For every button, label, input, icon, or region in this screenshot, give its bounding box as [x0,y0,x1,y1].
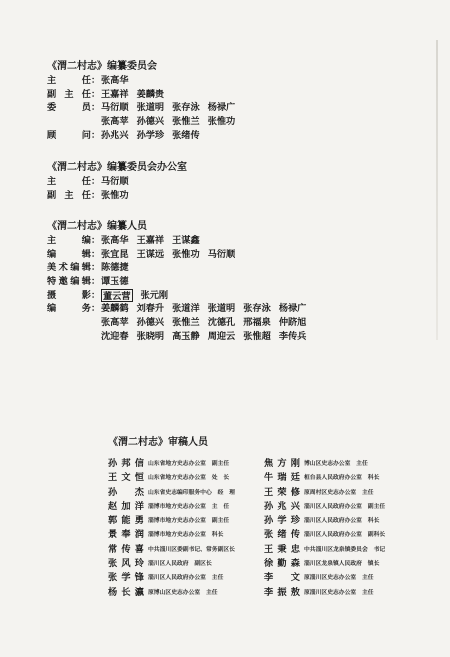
role-label: 顾问 [47,129,91,141]
reviewer-name: 焦方刚 [264,458,300,469]
committee-row [47,88,243,102]
person-name: 姜麟鹤 [101,303,129,315]
person-name: 张存泳 [172,102,200,114]
reviewers-rows [108,457,386,600]
editors-row [47,302,314,316]
person-name: 张存泳 [243,303,271,315]
reviewer-position: 淄博市地方史志办公室 主 任 [148,503,230,510]
reviewer-name: 杨长瀛 [108,586,144,598]
role-colon: ： [91,102,101,114]
role-colon [91,316,101,330]
editors-rows [47,234,314,344]
reviewer-row [108,528,386,542]
reviewer-position: 淄川区人民政府办公室 科长 [304,518,380,525]
person-name: 张惟兰 [172,116,200,128]
name-list [101,74,137,88]
editors-row [47,275,314,289]
person-name: 张惟功 [172,248,200,260]
editors-section [47,220,314,344]
office-rows [47,175,187,202]
role-label: 主编 [47,235,91,246]
reviewer-position: 淄博市地方史志办公室 副主任 [148,518,230,525]
name-list [101,88,172,102]
editors-title: 《渭二村志》编纂人员 [47,221,147,232]
person-name: 张晓明 [136,330,165,342]
name-list [101,115,243,129]
reviewer-row [108,543,386,557]
reviewer-name: 张风玲 [108,558,144,570]
reviewer-name: 孙兆兴 [264,500,300,512]
person-name: 张元刚 [140,289,169,301]
role-colon: ： [91,248,101,260]
reviewer-row [108,571,374,585]
role-colon: ： [91,75,101,86]
role-colon: ： [91,129,101,141]
reviewer-name: 徐勤森 [264,558,300,570]
role-colon: ： [91,276,101,288]
reviewer-name: 李文 [264,572,300,584]
role-label: 特邀编辑 [47,276,91,288]
role-label: 委员 [47,102,91,114]
reviewer-name: 景奉润 [108,529,144,541]
person-name: 王谋远 [136,248,165,260]
person-name: 张惟功 [207,116,236,128]
reviewer-position: 山东省地方史志办公室 处 长 [148,475,230,482]
name-list [101,261,137,275]
person-name: 沈迎春 [101,330,129,342]
reviewer-name: 常传喜 [108,543,144,555]
committee-row [47,74,243,88]
reviewer-position: 山东省史志编印服务中心 经 理 [148,489,235,496]
person-name: 张道洋 [172,303,200,315]
office-title: 《渭二村志》编纂委员会办公室 [47,162,187,173]
reviewer-row [108,457,368,471]
role-colon: ： [91,303,101,315]
person-name: 张惟功 [101,189,129,201]
role-colon: ： [91,235,101,246]
name-list [101,330,314,344]
reviewer-position: 博山区史志办公室 主任 [304,461,368,467]
editors-row [47,330,314,344]
person-name: 张高苹 [101,116,129,128]
committee-row [47,115,243,129]
reviewer-position: 原周村区史志办公室 主任 [304,489,374,496]
person-name: 王嘉祥 [101,88,129,100]
person-name: 孙兆兴 [101,129,129,141]
person-name: 张高华 [101,75,129,86]
reviewer-name: 郭能勇 [108,515,144,527]
reviewer-position: 淄博市地方史志办公室 科长 [148,532,224,539]
office-row [47,175,187,189]
reviewer-position: 淄川区人民政府办公室 主任 [148,575,224,582]
committee-section [47,60,243,142]
reviewer-name: 王秉忠 [264,543,300,555]
person-name: 张道明 [207,303,236,315]
person-name: 马衍顺 [101,176,129,187]
role-label: 编务 [47,303,91,315]
reviewer-name: 王荣修 [264,486,300,498]
person-name: 杨禄广 [278,303,307,315]
role-label [47,316,91,330]
reviewer-name: 李振敖 [264,586,300,598]
reviewer-row [108,500,386,514]
person-name: 董云营 [103,290,131,302]
name-list [101,275,137,289]
reviewer-row [108,486,374,500]
reviewer-position: 淄川区人民政府办公室 副科长 [304,532,386,539]
role-colon: ： [91,88,101,100]
role-label: 美术编辑 [47,262,91,274]
role-label: 副主任 [47,88,91,100]
reviewer-row [108,586,374,600]
role-label: 副主任 [47,189,91,201]
reviewer-row [108,514,380,528]
person-name: 王谋鑫 [172,235,200,246]
person-name: 陈德捷 [101,262,129,274]
reviewer-position: 中共淄川区龙泉镇委员会 书记 [304,546,386,553]
committee-row [47,129,243,143]
reviewer-position: 原淄川区史志办公室 主任 [304,589,374,596]
reviewer-name: 孙杰 [108,486,144,498]
name-list [101,302,314,316]
role-label: 主任 [47,75,91,86]
person-name: 马衍顺 [207,248,236,260]
role-label [47,330,91,344]
reviewer-name: 张学锋 [108,572,144,584]
person-name: 张惟超 [243,330,271,342]
editors-row [47,289,314,303]
person-name: 高玉静 [172,330,200,342]
person-name: 邢福泉 [243,317,271,329]
committee-title: 《渭二村志》编纂委员会 [47,61,157,72]
name-list [101,189,137,203]
role-label: 编辑 [47,248,91,260]
person-name: 李传兵 [278,330,307,342]
person-name: 杨禄广 [207,102,236,114]
person-name: 张宜昆 [101,248,129,260]
name-list [101,316,314,330]
person-name: 张道明 [136,102,165,114]
reviewer-name: 张绪传 [264,529,300,541]
editors-row [47,234,314,248]
name-list [101,234,208,248]
name-list [101,175,137,189]
office-row [47,189,187,203]
reviewer-name: 孙学珍 [264,515,300,527]
reviewer-position: 原博山区史志办公室 主任 [148,589,218,596]
reviewer-name: 赵加洋 [108,500,144,512]
role-colon: ： [91,189,101,201]
role-label: 摄影 [47,289,91,301]
person-name: 张高华 [101,235,129,246]
reviewer-position: 山东省地方史志办公室 副主任 [148,461,230,467]
reviewer-position: 中共淄川区委副书记、常务副区长 [148,546,235,553]
editors-row [47,261,314,275]
person-name: 王嘉祥 [136,235,165,246]
role-colon [91,330,101,344]
page-edge-shadow [436,40,438,340]
reviewers-title: 《渭二村志》审稿人员 [108,437,208,448]
role-colon: ： [91,262,101,274]
role-colon [91,115,101,129]
name-list [101,129,208,143]
person-name: 刘春升 [136,303,165,315]
reviewer-row [108,471,380,485]
reviewer-row [108,557,380,571]
reviewer-position: 原淄川区史志办公室 主任 [304,575,374,582]
role-colon: ： [91,176,101,187]
role-colon: ： [91,289,101,301]
person-name: 周迎云 [207,330,236,342]
name-list [101,101,243,115]
person-name: 孙德兴 [136,116,165,128]
office-section [47,161,187,202]
editors-row [47,248,314,262]
committee-rows [47,74,243,142]
person-name: 仲跻旭 [278,317,307,329]
reviewer-position: 淄川区人民政府 副区长 [148,561,212,568]
person-name: 孙学珍 [136,129,165,141]
reviewer-name: 牛瑞廷 [264,472,300,484]
person-name: 张绪传 [172,129,200,141]
name-list [101,248,243,262]
reviewer-position: 淄川区龙泉镇人民政府 镇长 [304,561,380,568]
person-name: 谭玉德 [101,276,129,288]
person-name: 张惟兰 [172,317,200,329]
editors-row [47,316,314,330]
name-list [101,289,176,303]
person-name: 马衍顺 [101,102,129,114]
reviewer-position: 淄川区人民政府办公室 副主任 [304,503,386,510]
person-name: 孙德兴 [136,317,165,329]
person-name: 沈德孔 [207,317,236,329]
reviewer-name: 王文恒 [108,472,144,484]
committee-row [47,101,243,115]
person-name: 姜麟贵 [136,88,165,100]
reviewer-position: 桓台县人民政府办公室 科长 [304,475,380,482]
reviewers-section [108,435,386,600]
reviewer-name: 孙邦信 [108,458,144,469]
role-label [47,115,91,129]
person-name: 张高苹 [101,317,129,329]
role-label: 主任 [47,176,91,187]
